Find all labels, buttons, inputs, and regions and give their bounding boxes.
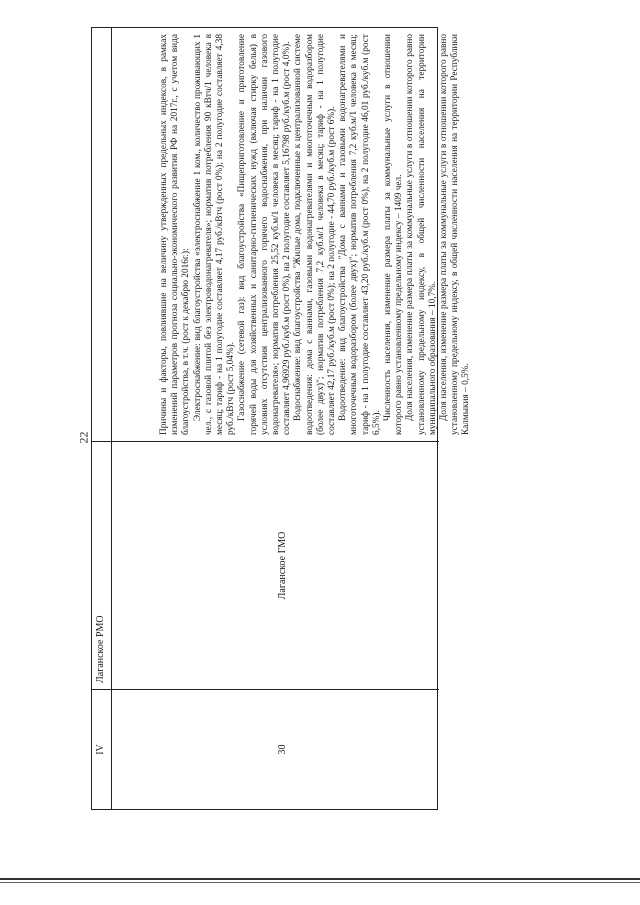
paragraph-share-municipal: Доля населения, изменение размера платы за коммунальные услуги в отношении которого равно установленному предельному индексу, в общей численности населения на территории муниципального образования – 10,7%. [405, 34, 438, 435]
scan-edge-line [0, 878, 640, 880]
paragraph-intro: Причины и факторы, повлиявшие на величину утвержденных предельных индексов, в рамках изменений параметров прогноза социально-экономического развития РФ на 2017г., с учетом вида благоустройства, в т.ч. (рост к декабрю 2016г.): [159, 34, 192, 435]
paragraph-population: Численность населения, изменение размера платы за коммунальные услуги в отношении которого равно установленному предельному индексу – 1409 чел. [383, 34, 405, 435]
entity-name-cell [112, 441, 439, 689]
entity-name: Лаганское ГМО [277, 531, 288, 600]
page-number: 22 [76, 431, 91, 444]
paragraph-water-supply: Водоснабжение: вид благоустройства "Жилые дома, подключенные к централизованной системе водоотведения: дома с ваннами, газовыми водонагревателями и многоточечным водоразбором (более двух)"; норматив потребления 7,2 куб.м/1 человека в месяц; тариф - на 1 полугодие составляет 42,17 руб./куб.м (рост 0%); на 2 полугодие - 44,70 руб./куб.м (рост 6%). [293, 34, 338, 435]
paragraph-water-disposal: Водоотведение: вид благоустройства "Дома с ваннами и газовыми водонагревателями и многоточечным водоразбором (более двух)"; норматив потребления 7,2 куб.м/1 человека в месяц; тариф - на 1 полугодие составляет 43,20 руб./куб.м (рост 0%), на 2 полугодие 46,01 руб./куб.м (рост 6,5%). [338, 34, 382, 435]
entity-index: 30 [277, 744, 288, 755]
region-description-cell [92, 26, 111, 441]
table-row [92, 28, 112, 809]
paragraph-share-republic: Доля населения, изменение размера платы за коммунальные услуги в отношении которого равно установленному предельному индексу, в общей численности населения на территории Республики Калмыкия – 0,5%. [439, 34, 472, 435]
table-row [112, 28, 472, 809]
entity-index-cell [112, 689, 439, 809]
paragraph-electricity: Электроснабжение: вид благоустройства «электроснабжение 1 ком., количество проживающих 1 чел., с газовой плитой без электроводонагревателя»; норматив потребления 90 кВтч/1 человека в месяц; тариф - на 1 полугодие составляет 4,17 руб./кВтч (рост 0%); на 2 полугодие составляет 4,38 руб./кВтч (рост 5,04%). [192, 34, 237, 435]
entity-description-cell [112, 26, 472, 441]
data-table [91, 27, 472, 810]
region-index-cell: IV [92, 689, 111, 809]
scan-edge-line-secondary [0, 882, 640, 883]
paragraph-gas: Газоснабжение (сетевой газ): вид благоустройства «Пищеприготовление и приготовление горячей воды для хозяйственных и санитарно-гигиенических нужд (включая стирку белья) в условиях отсутствия централизованного горячего водоснабжения, при наличии газового водонагревателя»; норматив потребления 25,52 куб.м/1 человека в месяц; тариф - на 1 полугодие составляет 4,96929 руб./куб.м (рост 0%), на 2 полугодие составляет 5,16798 руб./куб.м (рост 4,0%). [237, 34, 293, 435]
region-name-cell: Лаганское РМО [92, 441, 111, 689]
rotated-sheet [91, 27, 472, 810]
